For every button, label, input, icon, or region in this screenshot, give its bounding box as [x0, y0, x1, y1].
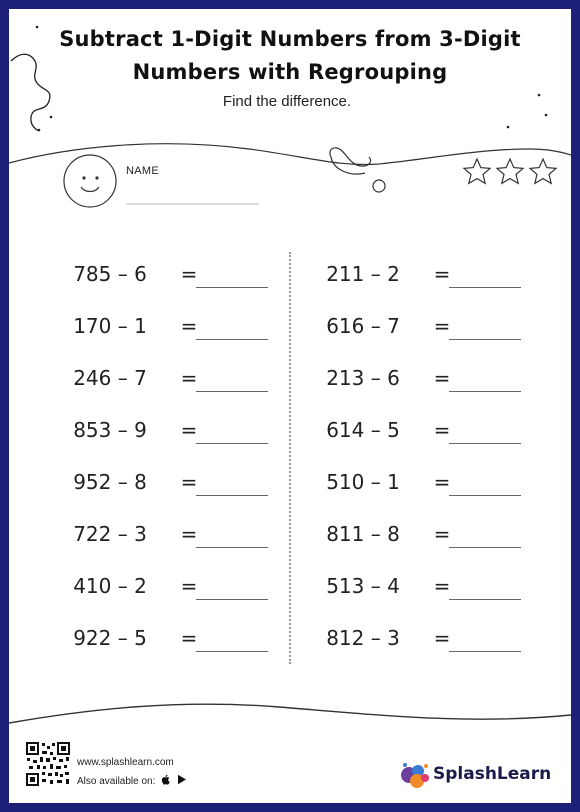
equals-sign: = — [180, 262, 198, 286]
answer-blank[interactable] — [196, 443, 268, 444]
qr-code-icon[interactable] — [26, 742, 70, 786]
equals-sign: = — [433, 314, 451, 338]
brand-name: SplashLearn — [433, 764, 552, 784]
answer-blank[interactable] — [196, 339, 268, 340]
splashlearn-logo-icon — [399, 761, 431, 791]
answer-blank[interactable] — [449, 287, 521, 288]
problem-expression: 211 – 2 — [326, 262, 400, 286]
website-link[interactable]: www.splashlearn.com — [77, 757, 174, 768]
problem-expression: 170 – 1 — [73, 314, 147, 338]
header-wave — [9, 144, 571, 165]
available-on-label: Also available on: — [77, 776, 156, 787]
name-label: NAME — [126, 165, 159, 177]
problem-expression: 812 – 3 — [326, 626, 400, 650]
problem-expression: 213 – 6 — [326, 366, 400, 390]
answer-blank[interactable] — [196, 495, 268, 496]
answer-blank[interactable] — [449, 547, 521, 548]
problem-expression: 922 – 5 — [73, 626, 147, 650]
equals-sign: = — [180, 418, 198, 442]
answer-blank[interactable] — [196, 287, 268, 288]
problem-row — [55, 257, 315, 293]
rating-stars-icon — [464, 159, 556, 183]
equals-sign: = — [433, 366, 451, 390]
small-circle-decoration — [373, 180, 385, 192]
answer-blank[interactable] — [449, 443, 521, 444]
problem-row — [308, 621, 568, 657]
problem-row — [308, 361, 568, 397]
worksheet-page — [9, 9, 571, 803]
problem-row — [55, 517, 315, 553]
equals-sign: = — [180, 626, 198, 650]
page-title — [9, 23, 571, 89]
title-line-1: Subtract 1-Digit Numbers from 3-Digit — [59, 27, 521, 51]
swirl-decoration — [330, 148, 371, 166]
equals-sign: = — [433, 418, 451, 442]
google-play-icon[interactable] — [177, 774, 187, 785]
problem-expression: 614 – 5 — [326, 418, 400, 442]
problem-row — [55, 465, 315, 501]
problem-row — [308, 413, 568, 449]
equals-sign: = — [433, 574, 451, 598]
problem-row — [308, 517, 568, 553]
equals-sign: = — [433, 626, 451, 650]
equals-sign: = — [180, 366, 198, 390]
smiley-face-icon — [64, 155, 116, 207]
answer-blank[interactable] — [449, 599, 521, 600]
problem-expression: 853 – 9 — [73, 418, 147, 442]
answer-blank[interactable] — [196, 391, 268, 392]
footer-wave — [9, 704, 571, 723]
problem-expression: 510 – 1 — [326, 470, 400, 494]
equals-sign: = — [433, 470, 451, 494]
title-line-2: Numbers with Regrouping — [132, 60, 448, 84]
column-divider — [289, 252, 291, 664]
instruction-text: Find the difference. — [222, 93, 352, 110]
problem-row — [55, 569, 315, 605]
equals-sign: = — [180, 522, 198, 546]
equals-sign: = — [433, 262, 451, 286]
answer-blank[interactable] — [449, 495, 521, 496]
equals-sign: = — [180, 314, 198, 338]
answer-blank[interactable] — [196, 599, 268, 600]
problem-expression: 785 – 6 — [73, 262, 147, 286]
answer-blank[interactable] — [196, 547, 268, 548]
problem-expression: 616 – 7 — [326, 314, 400, 338]
problem-row — [308, 465, 568, 501]
answer-blank[interactable] — [449, 391, 521, 392]
answer-blank[interactable] — [449, 339, 521, 340]
problem-row — [55, 309, 315, 345]
answer-blank[interactable] — [449, 651, 521, 652]
apple-icon[interactable] — [161, 774, 171, 785]
problem-expression: 246 – 7 — [73, 366, 147, 390]
equals-sign: = — [180, 470, 198, 494]
equals-sign: = — [433, 522, 451, 546]
problem-expression: 410 – 2 — [73, 574, 147, 598]
problem-row — [55, 621, 315, 657]
equals-sign: = — [180, 574, 198, 598]
problem-expression: 952 – 8 — [73, 470, 147, 494]
problem-row — [55, 413, 315, 449]
problem-expression: 722 – 3 — [73, 522, 147, 546]
problem-row — [308, 309, 568, 345]
available-on — [77, 774, 187, 787]
problem-expression: 811 – 8 — [326, 522, 400, 546]
problem-row — [308, 569, 568, 605]
problem-row — [55, 361, 315, 397]
problem-row — [308, 257, 568, 293]
problem-expression: 513 – 4 — [326, 574, 400, 598]
answer-blank[interactable] — [196, 651, 268, 652]
